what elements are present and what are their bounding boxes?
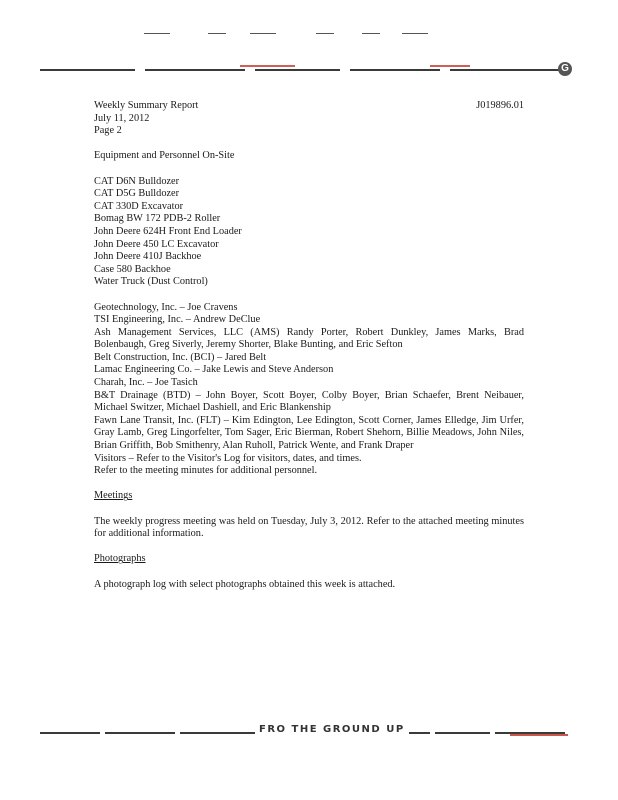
top-scan-mark-4 xyxy=(316,33,334,34)
list-item: CAT 330D Excavator xyxy=(94,200,184,212)
top-scan-mark-3 xyxy=(250,33,276,34)
report-date: July 11, 2012 xyxy=(94,112,150,124)
meetings-body: The weekly progress meeting was held on Tuesday, July 3, 2012. Refer to the attached meeting minutes for additional information. xyxy=(94,515,524,540)
personnel-entry: Fawn Lane Transit, Inc. (FLT) – Kim Edington, Lee Edington, Scott Corner, James Elledge, Jim Urfer, Gray Lamb, Greg Lingorfelter, Tom Sager, Eric Bierman, Robert Shehorn, Billie Meadows, John Niles, Brian Griffith, Bob Smithenry, Alan Ruholl, Patrick Wente, and Frank Draper xyxy=(94,414,524,452)
document-number: J019896.01 xyxy=(476,100,524,111)
personnel-entry: Ash Management Services, LLC (AMS) Randy Porter, Robert Dunkley, James Marks, Brad Bolenbaugh, Greg Siverly, Jeremy Shorter, Blake Bunting, and Eric Sefton xyxy=(94,326,524,351)
footer-tagline: FRO THE GROUND UP xyxy=(255,724,409,735)
personnel-list xyxy=(94,302,524,478)
equipment-list xyxy=(94,176,524,289)
equipment-heading: Equipment and Personnel On-Site xyxy=(94,150,235,162)
list-item: CAT D5G Bulldozer xyxy=(94,188,180,200)
report-header xyxy=(94,100,524,138)
list-item: John Deere 450 LC Excavator xyxy=(94,238,219,250)
top-scan-mark-6 xyxy=(402,33,428,34)
list-item: Bomag BW 172 PDB-2 Roller xyxy=(94,213,221,225)
footer-rule xyxy=(40,724,572,740)
letterhead-rule xyxy=(40,62,572,78)
photographs-heading: Photographs xyxy=(94,553,146,565)
personnel-entry: TSI Engineering, Inc. – Andrew DeClue xyxy=(94,314,261,326)
photographs-body: A photograph log with select photographs obtained this week is attached. xyxy=(94,578,396,590)
list-item: John Deere 410J Backhoe xyxy=(94,251,202,263)
list-item: Water Truck (Dust Control) xyxy=(94,276,208,288)
personnel-entry: B&T Drainage (BTD) – John Boyer, Scott Boyer, Colby Boyer, Brian Schaefer, Brent Neibauer, Michael Switzer, Michael Dashiell, and Eric Blankenship xyxy=(94,389,524,414)
meetings-heading: Meetings xyxy=(94,490,133,502)
personnel-entry: Belt Construction, Inc. (BCI) – Jared Belt xyxy=(94,351,267,363)
personnel-entry: Geotechnology, Inc. – Joe Cravens xyxy=(94,301,238,313)
report-page xyxy=(94,100,524,591)
report-title-block xyxy=(94,100,198,138)
list-item: Case 580 Backhoe xyxy=(94,263,171,275)
list-item: CAT D6N Bulldozer xyxy=(94,175,180,187)
top-scan-mark-2 xyxy=(208,33,226,34)
personnel-entry: Refer to the meeting minutes for additional personnel. xyxy=(94,465,318,477)
page-number: Page 2 xyxy=(94,125,122,137)
report-title: Weekly Summary Report xyxy=(94,100,199,111)
company-logo-icon: G xyxy=(558,62,572,76)
personnel-entry: Charah, Inc. – Joe Tasich xyxy=(94,377,198,389)
list-item: John Deere 624H Front End Loader xyxy=(94,225,242,237)
personnel-entry: Visitors – Refer to the Visitor's Log for visitors, dates, and times. xyxy=(94,452,362,464)
top-scan-mark-5 xyxy=(362,33,380,34)
personnel-entry: Lamac Engineering Co. – Jake Lewis and Steve Anderson xyxy=(94,364,334,376)
top-scan-mark-1 xyxy=(144,33,170,34)
